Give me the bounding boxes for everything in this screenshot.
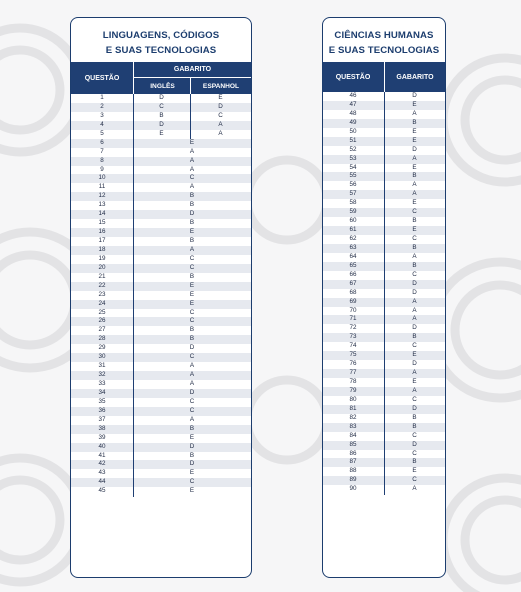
answer-letter: A xyxy=(412,252,417,260)
table-row xyxy=(71,452,251,461)
title-line-2: E SUAS TECNOLOGIAS xyxy=(328,45,440,56)
question-number: 21 xyxy=(98,272,106,280)
question-number: 68 xyxy=(349,288,357,296)
question-number: 27 xyxy=(98,326,106,334)
answer-letter: B xyxy=(189,219,195,227)
question-number: 26 xyxy=(98,317,106,325)
answer-letter: E xyxy=(189,433,195,441)
question-number: 53 xyxy=(349,154,357,162)
table-header xyxy=(323,62,445,92)
table-row xyxy=(71,300,251,309)
question-number: 45 xyxy=(98,487,106,495)
question-number: 74 xyxy=(349,342,357,350)
answer-header: GABARITO xyxy=(133,62,251,77)
answer-rows xyxy=(71,94,251,496)
question-number: 82 xyxy=(349,413,357,421)
answer-letter: A xyxy=(412,109,417,117)
answer-letter: C xyxy=(189,353,195,361)
answer-letter: A xyxy=(412,154,417,162)
table-row xyxy=(71,210,251,219)
answer-letter: E xyxy=(412,351,417,359)
title-line-2: E SUAS TECNOLOGIAS xyxy=(105,45,217,56)
english-answer: D xyxy=(159,120,164,128)
table-row xyxy=(71,407,251,416)
question-number: 8 xyxy=(100,156,104,164)
table-row xyxy=(71,166,251,175)
question-number: 15 xyxy=(98,219,106,227)
table-row xyxy=(71,255,251,264)
column-divider xyxy=(384,92,385,495)
question-number: 32 xyxy=(98,371,106,379)
answer-letter: A xyxy=(189,380,195,387)
question-number: 47 xyxy=(349,100,357,108)
question-number: 72 xyxy=(349,324,357,332)
question-number: 88 xyxy=(349,467,357,475)
table-row xyxy=(71,317,251,326)
answer-letter: E xyxy=(412,163,417,171)
question-number: 81 xyxy=(349,404,357,412)
answer-letter: B xyxy=(412,172,417,180)
table-row xyxy=(71,460,251,469)
answer-letter: E xyxy=(412,100,417,108)
answer-letter: D xyxy=(189,344,195,352)
table-row xyxy=(71,112,251,121)
question-number: 19 xyxy=(98,254,106,262)
question-number: 49 xyxy=(349,118,357,126)
question-number: 24 xyxy=(98,299,106,307)
answer-letter: C xyxy=(189,317,195,325)
spanish-answer: C xyxy=(218,111,223,119)
spanish-answer: E xyxy=(218,94,223,101)
question-number: 80 xyxy=(349,395,357,403)
question-number: 90 xyxy=(349,485,357,493)
question-number: 83 xyxy=(349,422,357,430)
answer-letter: C xyxy=(189,254,195,262)
question-number: 58 xyxy=(349,199,357,207)
question-number: 51 xyxy=(349,136,357,144)
answer-letter: D xyxy=(412,404,417,412)
question-number: 2 xyxy=(100,102,104,110)
answer-letter: A xyxy=(189,183,195,191)
table-row xyxy=(71,174,251,183)
answer-letter: B xyxy=(189,192,195,200)
table-row xyxy=(71,326,251,335)
english-header: INGLÊS xyxy=(133,77,191,94)
question-number: 29 xyxy=(98,344,106,352)
answer-letter: D xyxy=(412,360,417,368)
answer-letter: E xyxy=(412,136,417,144)
question-number: 44 xyxy=(98,478,106,486)
answer-letter: E xyxy=(189,299,195,307)
answer-letter: B xyxy=(189,272,195,280)
table-row xyxy=(71,121,251,130)
card-title xyxy=(323,18,445,59)
question-number: 20 xyxy=(98,263,106,271)
table-row xyxy=(71,416,251,425)
answer-letter: A xyxy=(412,485,417,493)
answer-letter: E xyxy=(189,487,195,495)
question-number: 70 xyxy=(349,306,357,314)
question-number: 64 xyxy=(349,252,357,260)
question-number: 31 xyxy=(98,362,106,370)
answer-letter: D xyxy=(189,210,195,218)
question-number: 63 xyxy=(349,243,357,251)
question-number: 11 xyxy=(98,183,106,191)
answer-letter: A xyxy=(412,181,417,189)
question-number: 50 xyxy=(349,127,357,135)
table-row xyxy=(71,282,251,291)
answer-letter: C xyxy=(189,406,195,414)
question-number: 86 xyxy=(349,449,357,457)
answer-letter: D xyxy=(189,442,195,450)
table-header xyxy=(71,62,251,94)
answer-letter: B xyxy=(189,237,195,244)
answer-letter: A xyxy=(412,386,417,394)
english-answer: C xyxy=(159,102,164,110)
answer-letter: B xyxy=(412,422,417,430)
table-row xyxy=(71,380,251,389)
question-number: 71 xyxy=(349,315,357,323)
question-number: 84 xyxy=(349,431,357,439)
table-row xyxy=(71,478,251,487)
question-number: 22 xyxy=(98,281,106,289)
table-row xyxy=(71,362,251,371)
table-row xyxy=(71,103,251,112)
question-number: 30 xyxy=(98,353,106,361)
spanish-answer: A xyxy=(218,120,223,128)
answer-letter: C xyxy=(189,397,195,405)
question-number: 46 xyxy=(349,92,357,99)
question-number: 28 xyxy=(98,335,106,343)
question-number: 43 xyxy=(98,469,106,477)
question-number: 39 xyxy=(98,433,106,441)
table-row xyxy=(71,469,251,478)
table-row xyxy=(71,183,251,192)
question-number: 66 xyxy=(349,270,357,278)
answer-letter: C xyxy=(412,270,417,278)
table-row xyxy=(71,246,251,255)
answer-letter: D xyxy=(412,279,417,287)
question-number: 38 xyxy=(98,424,106,432)
answer-letter: B xyxy=(412,217,417,225)
answer-letter: D xyxy=(412,440,417,448)
answer-letter: B xyxy=(189,326,195,334)
answer-letter: A xyxy=(189,371,195,379)
answer-letter: D xyxy=(189,388,195,396)
answer-letter: E xyxy=(412,127,417,135)
answer-letter: B xyxy=(189,335,195,343)
answer-letter: D xyxy=(412,288,417,296)
question-number: 1 xyxy=(100,94,104,101)
table-row xyxy=(71,273,251,282)
answer-letter: A xyxy=(412,369,417,377)
table-row xyxy=(71,192,251,201)
english-answer: D xyxy=(159,94,164,101)
answer-letter: A xyxy=(189,245,195,253)
title-line-1: LINGUAGENS, CÓDIGOS xyxy=(102,30,220,41)
answer-letter: E xyxy=(412,199,417,207)
answer-letter: E xyxy=(189,138,195,146)
table-row xyxy=(71,309,251,318)
table-row xyxy=(71,371,251,380)
answer-letter: D xyxy=(189,460,195,468)
answer-letter: E xyxy=(189,281,195,289)
answer-key-languages xyxy=(70,17,252,578)
answer-letter: A xyxy=(189,415,195,423)
question-number: 89 xyxy=(349,476,357,484)
answer-letter: B xyxy=(189,201,195,209)
question-number: 54 xyxy=(349,163,357,171)
answer-letter: B xyxy=(412,118,417,126)
answer-letter: E xyxy=(189,290,195,298)
answer-letter: A xyxy=(412,190,417,198)
answer-letter: E xyxy=(412,226,417,234)
answer-letter: C xyxy=(412,431,417,439)
question-number: 25 xyxy=(98,308,106,316)
answer-letter: A xyxy=(189,156,195,164)
question-number: 75 xyxy=(349,351,357,359)
question-number: 78 xyxy=(349,378,357,385)
answer-letter: E xyxy=(412,467,417,475)
answer-letter: E xyxy=(412,378,417,385)
question-number: 35 xyxy=(98,397,106,405)
answer-letter: D xyxy=(412,92,417,99)
answer-letter: C xyxy=(412,449,417,457)
table-row xyxy=(71,228,251,237)
answer-letter: B xyxy=(189,424,195,432)
question-number: 40 xyxy=(98,442,106,450)
question-number: 36 xyxy=(98,406,106,414)
question-number: 6 xyxy=(100,138,104,146)
question-number: 76 xyxy=(349,360,357,368)
table-row xyxy=(71,201,251,210)
answer-letter: B xyxy=(412,333,417,341)
answer-letter: C xyxy=(189,478,195,486)
answer-letter: B xyxy=(412,458,417,466)
table-row xyxy=(71,237,251,246)
table-row xyxy=(71,157,251,166)
question-number: 85 xyxy=(349,440,357,448)
table-row xyxy=(71,434,251,443)
question-number: 18 xyxy=(98,245,106,253)
answer-letter: A xyxy=(189,362,195,370)
answer-letter: C xyxy=(412,235,417,242)
table-row xyxy=(71,139,251,148)
question-number: 56 xyxy=(349,181,357,189)
question-number: 60 xyxy=(349,217,357,225)
question-number: 79 xyxy=(349,386,357,394)
question-number: 23 xyxy=(98,290,106,298)
question-number: 5 xyxy=(100,129,104,137)
question-number: 52 xyxy=(349,145,357,153)
answer-letter: A xyxy=(412,315,417,323)
answer-letter: A xyxy=(189,147,195,155)
question-number: 87 xyxy=(349,458,357,466)
question-number: 3 xyxy=(100,111,104,119)
question-header: QUESTÃO xyxy=(84,74,120,82)
table-row xyxy=(71,291,251,300)
question-number: 7 xyxy=(100,147,104,155)
answer-letter: E xyxy=(189,228,195,236)
question-number: 17 xyxy=(98,237,106,244)
question-number: 62 xyxy=(349,235,357,242)
question-number: 59 xyxy=(349,208,357,216)
table-row xyxy=(71,353,251,362)
table-row xyxy=(71,130,251,139)
answer-header: GABARITO xyxy=(384,62,445,92)
question-number: 73 xyxy=(349,333,357,341)
answer-rows xyxy=(323,92,445,494)
answer-letter: B xyxy=(189,451,195,459)
question-number: 55 xyxy=(349,172,357,180)
table-row xyxy=(71,264,251,273)
card-title xyxy=(71,18,251,59)
question-number: 16 xyxy=(98,228,106,236)
answer-letter: C xyxy=(189,263,195,271)
table-row xyxy=(71,389,251,398)
question-number: 77 xyxy=(349,369,357,377)
answer-letter: C xyxy=(189,308,195,316)
question-number: 69 xyxy=(349,297,357,305)
question-number: 65 xyxy=(349,261,357,269)
answer-letter: A xyxy=(412,306,417,314)
question-number: 41 xyxy=(98,451,106,459)
answer-letter: B xyxy=(412,413,417,421)
question-number: 12 xyxy=(98,192,106,200)
spanish-answer: A xyxy=(218,129,223,137)
answer-letter: C xyxy=(189,174,195,182)
spanish-header: ESPANHOL xyxy=(190,77,251,94)
spanish-answer: D xyxy=(218,102,223,110)
answer-letter: B xyxy=(412,243,417,251)
table-row xyxy=(71,398,251,407)
answer-letter: C xyxy=(412,395,417,403)
question-number: 48 xyxy=(349,109,357,117)
english-answer: E xyxy=(159,129,164,137)
answer-letter: C xyxy=(412,342,417,350)
question-number: 57 xyxy=(349,190,357,198)
question-number: 4 xyxy=(100,120,104,128)
question-number: 14 xyxy=(98,210,106,218)
answer-letter: B xyxy=(412,261,417,269)
answer-key-humanities xyxy=(322,17,446,578)
table-row xyxy=(71,425,251,434)
question-number: 34 xyxy=(98,388,106,396)
answer-letter: D xyxy=(412,145,417,153)
table-row xyxy=(71,94,251,103)
question-number: 33 xyxy=(98,380,106,387)
question-number: 67 xyxy=(349,279,357,287)
question-number: 10 xyxy=(98,174,106,182)
table-row xyxy=(71,443,251,452)
answer-letter: D xyxy=(412,324,417,332)
answer-letter: A xyxy=(189,165,195,173)
table-row xyxy=(71,487,251,496)
answer-letter: A xyxy=(412,297,417,305)
table-row xyxy=(71,344,251,353)
table-row xyxy=(71,335,251,344)
question-header: QUESTÃO xyxy=(335,73,371,81)
column-divider xyxy=(133,94,134,497)
question-number: 42 xyxy=(98,460,106,468)
english-answer: B xyxy=(159,111,164,119)
answer-letter: C xyxy=(412,476,417,484)
question-number: 9 xyxy=(100,165,104,173)
title-line-1: CIÊNCIAS HUMANAS xyxy=(334,30,434,41)
question-number: 61 xyxy=(349,226,357,234)
table-row xyxy=(71,148,251,157)
answer-letter: C xyxy=(412,208,417,216)
question-number: 13 xyxy=(98,201,106,209)
question-number: 37 xyxy=(98,415,106,423)
table-row xyxy=(71,219,251,228)
answer-letter: E xyxy=(189,469,195,477)
column-divider xyxy=(190,94,191,139)
